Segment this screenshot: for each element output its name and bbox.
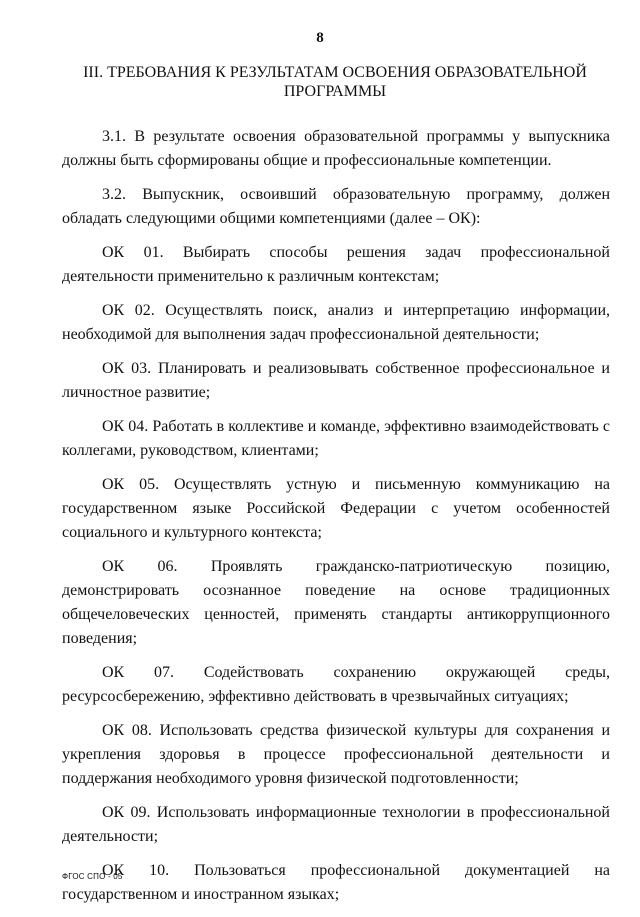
competency-ok-01: ОК 01. Выбирать способы решения задач профессиональной деятельности применительно к различным контекстам; — [62, 244, 610, 285]
competency-ok-08: ОК 08. Использовать средства физической культуры для сохранения и укрепления здоровья в процессе профессиональной деятельности и поддержания необходимого уровня физической подготовленности; — [62, 722, 610, 787]
section-heading: III. ТРЕБОВАНИЯ К РЕЗУЛЬТАТАМ ОСВОЕНИЯ ОБРАЗОВАТЕЛЬНОЙ ПРОГРАММЫ — [83, 64, 587, 100]
competency-ok-10: ОК 10. Пользоваться профессиональной документацией на государственном и иностранном языках; — [62, 862, 610, 903]
paragraph-3-2: 3.2. Выпускник, освоивший образовательную программу, должен обладать следующими общими компетенциями (далее – ОК): — [62, 186, 610, 227]
page-number: 8 — [316, 30, 324, 46]
competency-ok-06: ОК 06. Проявлять гражданско-патриотическую позицию, демонстрировать осознанное поведение на основе традиционных общечеловеческих ценностей, применять стандарты антикоррупционного поведения; — [62, 558, 610, 647]
document-footer: ФГОС СПО - 05 — [62, 872, 123, 881]
competency-ok-04: ОК 04. Работать в коллективе и команде, эффективно взаимодействовать с коллегами, руководством, клиентами; — [62, 418, 610, 459]
competency-ok-02: ОК 02. Осуществлять поиск, анализ и интерпретацию информации, необходимой для выполнения задач профессиональной деятельности; — [62, 302, 610, 343]
competency-ok-09: ОК 09. Использовать информационные технологии в профессиональной деятельности; — [62, 804, 610, 845]
competency-ok-05: ОК 05. Осуществлять устную и письменную коммуникацию на государственном языке Российской Федерации с учетом особенностей социального и культурного контекста; — [62, 476, 610, 541]
paragraph-3-1: 3.1. В результате освоения образовательной программы у выпускника должны быть сформированы общие и профессиональные компетенции. — [62, 128, 610, 169]
document-body — [62, 125, 610, 917]
competency-ok-03: ОК 03. Планировать и реализовывать собственное профессиональное и личностное развитие; — [62, 360, 610, 401]
competency-ok-07: ОК 07. Содействовать сохранению окружающей среды, ресурсосбережению, эффективно действовать в чрезвычайных ситуациях; — [62, 664, 610, 705]
